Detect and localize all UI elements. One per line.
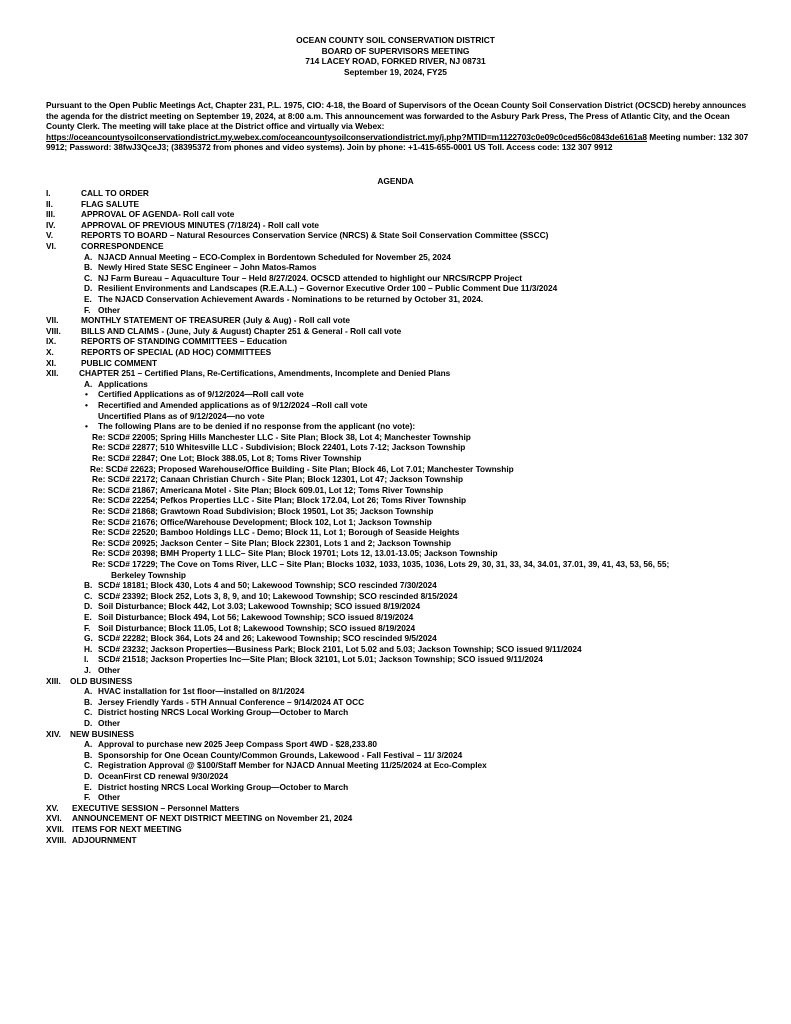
agenda-item-number: XV. bbox=[46, 802, 59, 813]
bullet-icon: • bbox=[85, 400, 88, 410]
sub-item-text: The NJACD Conservation Achievement Awards - Nominations to be returned by October 31, 2024. bbox=[98, 294, 484, 304]
sub-item-text: NJ Farm Bureau – Aquaculture Tour – Held 8/27/2024. OCSCD attended to highlight our NRCS/RCPP Project bbox=[98, 272, 522, 283]
denied-plan-entry: Re: SCD# 22847; One Lot; Block 388.05, Lot 8; Toms River Township bbox=[92, 453, 362, 463]
bullet-icon: • bbox=[85, 389, 88, 400]
agenda-item-title: REPORTS TO BOARD – Natural Resources Conservation Service (NRCS) & State Soil Conservation Committee (SSCC) bbox=[81, 230, 549, 241]
sub-item-letter: B. bbox=[84, 580, 93, 591]
denied-plan-entry: Re: SCD# 22172; Canaan Christian Church - Site Plan; Block 12301, Lot 47; Jackson Township bbox=[92, 474, 464, 485]
bullet-text: Recertified and Amended applications as of 9/12/2024 –Roll call vote bbox=[98, 400, 368, 410]
sub-item-text: NJACD Annual Meeting – ECO-Complex in Bordentown Scheduled for November 25, 2024 bbox=[98, 251, 451, 262]
sub-item-text: Other bbox=[98, 792, 121, 803]
agenda-item-title: PUBLIC COMMENT bbox=[81, 357, 158, 368]
sub-item-text: SCD# 22282; Block 364, Lots 24 and 26; Lakewood Township; SCO rescinded 9/5/2024 bbox=[98, 633, 437, 644]
sub-item-text: OceanFirst CD renewal 9/30/2024 bbox=[98, 771, 229, 781]
intro-paragraph bbox=[46, 100, 751, 153]
agenda-item-number: X. bbox=[46, 347, 54, 357]
sub-item-text: Soil Disturbance; Block 442, Lot 3.03; Lakewood Township; SCO issued 8/19/2024 bbox=[98, 601, 421, 612]
agenda-item-number: II. bbox=[46, 198, 53, 209]
agenda-item-title: CHAPTER 251 – Certified Plans, Re-Certifications, Amendments, Incomplete and Denied Plans bbox=[79, 368, 451, 379]
agenda-item-number: I. bbox=[46, 188, 51, 198]
webex-link[interactable]: https://oceancountysoilconservationdistrict.my.webex.com/oceancountysoilconservationdistrict.my/j.php?MTID=m1122703c0e09c0ced56c0843de6161a8 bbox=[46, 131, 647, 142]
sub-item-text: Jersey Friendly Yards - 5TH Annual Conference – 9/14/2024 AT OCC bbox=[98, 696, 365, 707]
sub-item-text: District hosting NRCS Local Working Group—October to March bbox=[98, 781, 349, 792]
agenda-item-number: XVI. bbox=[46, 813, 62, 824]
sub-item-letter: D. bbox=[84, 601, 93, 612]
bullet-icon: • bbox=[85, 421, 88, 432]
sub-item-letter: A. bbox=[84, 739, 93, 750]
agenda-item-title: REPORTS OF STANDING COMMITTEES – Education bbox=[81, 336, 287, 347]
agenda-item-number: IV. bbox=[46, 219, 56, 230]
sub-item-letter: D. bbox=[84, 283, 93, 294]
denied-plan-entry: Re: SCD# 21676; Office/Warehouse Development; Block 102, Lot 1; Jackson Township bbox=[92, 516, 432, 527]
agenda-item-title: ANNOUNCEMENT OF NEXT DISTRICT MEETING on November 21, 2024 bbox=[72, 813, 353, 824]
sub-item-text: Registration Approval @ $100/Staff Member for NJACD Annual Meeting 11/25/2024 at Eco-Complex bbox=[98, 760, 487, 771]
sub-item-letter: B. bbox=[84, 749, 93, 760]
denied-plan-entry: Re: SCD# 20398; BMH Property 1 LLC– Site Plan; Block 19701; Lots 12, 13.01-13.05; Jackson Township bbox=[92, 548, 498, 559]
agenda-item-title: OLD BUSINESS bbox=[70, 675, 133, 686]
header-line-date: September 19, 2024, FY25 bbox=[344, 66, 447, 77]
agenda-item-number: VIII. bbox=[46, 325, 61, 336]
agenda-item-number: XI. bbox=[46, 357, 57, 368]
sub-item-letter: B. bbox=[84, 696, 93, 707]
sub-item-text: Soil Disturbance; Block 11.05, Lot 8; Lakewood Township; SCO issued 8/19/2024 bbox=[98, 622, 416, 633]
agenda-item-number: XIII. bbox=[46, 675, 61, 686]
agenda-item-title: CALL TO ORDER bbox=[81, 188, 149, 198]
sub-item-text: Soil Disturbance; Block 494, Lot 56; Lakewood Township; SCO issued 8/19/2024 bbox=[98, 612, 414, 622]
agenda-item-number: XVIII. bbox=[46, 834, 67, 845]
denied-plan-entry: Re: SCD# 21867; Americana Motel - Site Plan; Block 609.01, Lot 12; Toms River Township bbox=[92, 484, 444, 495]
sub-item-text: Applications bbox=[98, 378, 148, 389]
sub-item-text: Resilient Environments and Landscapes (R.E.A.L.) – Governor Executive Order 100 – Public Comment Due 11/3/2024 bbox=[98, 283, 558, 294]
denied-plan-continuation: Berkeley Township bbox=[111, 569, 186, 580]
sub-item-text: Other bbox=[98, 304, 121, 315]
sub-item-text: District hosting NRCS Local Working Group—October to March bbox=[98, 707, 349, 718]
agenda-item-title: REPORTS OF SPECIAL (AD HOC) COMMITTEES bbox=[81, 347, 272, 357]
agenda-item-number: IX. bbox=[46, 336, 57, 347]
header-line-organization: OCEAN COUNTY SOIL CONSERVATION DISTRICT bbox=[296, 35, 495, 45]
sub-item-letter: G. bbox=[84, 633, 93, 644]
agenda-item-title: APPROVAL OF AGENDA- Roll call vote bbox=[81, 209, 235, 220]
header-line-address: 714 LACEY ROAD, FORKED RIVER, NJ 08731 bbox=[305, 56, 486, 67]
bullet-text: Certified Applications as of 9/12/2024—Roll call vote bbox=[98, 389, 304, 400]
sub-item-letter: D. bbox=[84, 718, 93, 728]
agenda-item-title: BILLS AND CLAIMS - (June, July & August) Chapter 251 & General - Roll call vote bbox=[81, 325, 402, 336]
sub-item-letter: D. bbox=[84, 771, 93, 781]
agenda-item-title: FLAG SALUTE bbox=[81, 198, 140, 209]
sub-item-letter: J. bbox=[84, 665, 91, 675]
sub-item-letter: C. bbox=[84, 707, 93, 718]
intro-text: Pursuant to the Open Public Meetings Act, Chapter 231, P.L. 1975, CIO: 4-18, the Board of Supervisors of the Ocean County Soil Conservation District (OCSCD) hereby announces the agenda for the district meeting on September 19, 2024, at 8:00 a.m. This announcement was forwarded to the Asbury Park Press, The Press of Atlantic City, and the Ocean County Clerk. The meeting will take place at the District office and virtually via Webex: bbox=[46, 100, 747, 131]
sub-item-text: SCD# 23232; Jackson Properties—Business Park; Block 2101, Lot 5.02 and 5.03; Jackson Township; SCO issued 9/11/2024 bbox=[98, 643, 582, 654]
sub-item-letter: F. bbox=[84, 304, 91, 315]
denied-plan-entry: Re: SCD# 22520; Bamboo Holdings LLC - Demo; Block 11, Lot 1; Borough of Seaside Heights bbox=[92, 527, 460, 538]
denied-plan-entry: Re: SCD# 21868; Grawtown Road Subdivision; Block 19501, Lot 35; Jackson Township bbox=[92, 506, 434, 516]
intro-meeting-details: Meeting number: 132 307 9912; Password: 38fwJ3QceJ3; (38395372 from phones and video systems). Join by phone: +1-415-655-0001 US Toll. Access code: 132 307 9912 bbox=[46, 131, 749, 152]
agenda-item-number: VII. bbox=[46, 315, 59, 326]
agenda-item-number: XIV. bbox=[46, 728, 61, 739]
denied-plan-entry: Re: SCD# 22877; 510 Whitesville LLC - Subdivision; Block 22401, Lots 7-12; Jackson Township bbox=[92, 442, 466, 453]
sub-item-letter: F. bbox=[84, 792, 91, 803]
sub-item-text: Other bbox=[98, 718, 121, 728]
agenda-item-number: III. bbox=[46, 209, 56, 220]
agenda-item-title: CORRESPONDENCE bbox=[81, 241, 164, 251]
sub-item-letter: C. bbox=[84, 590, 93, 601]
sub-item-text: Other bbox=[98, 665, 121, 675]
agenda-item-number: XVII. bbox=[46, 824, 64, 834]
denied-plan-entry: Re: SCD# 22623; Proposed Warehouse/Office Building - Site Plan; Block 46, Lot 7.01; Manchester Township bbox=[90, 463, 514, 474]
sub-item-text: Newly Hired State SESC Engineer – John Matos-Ramos bbox=[98, 262, 317, 273]
sub-item-letter: I. bbox=[84, 654, 89, 665]
denied-plan-entry: Re: SCD# 22254; Pefkos Properties LLC - Site Plan; Block 172.04, Lot 26; Toms River Township bbox=[92, 495, 467, 506]
sub-item-letter: A. bbox=[84, 378, 93, 389]
sub-item-letter: E. bbox=[84, 781, 92, 792]
denied-plan-entry: Re: SCD# 17229; The Cove on Toms River, LLC – Site Plan; Blocks 1032, 1033, 1035, 1036, Lots 29, 30, 31, 33, 34, 34.01, 37.01, 39, 41, 43, 53, 56, 55; bbox=[92, 559, 670, 569]
sub-item-letter: E. bbox=[84, 612, 92, 622]
denied-plan-entry: Re: SCD# 20925; Jackson Center – Site Plan; Block 22301, Lots 1 and 2; Jackson Township bbox=[92, 537, 452, 548]
sub-item-letter: H. bbox=[84, 643, 93, 654]
agenda-item-number: VI. bbox=[46, 241, 57, 251]
agenda-item-title: APPROVAL OF PREVIOUS MINUTES (7/18/24) - Roll call vote bbox=[81, 219, 320, 230]
sub-item-text: SCD# 18181; Block 430, Lots 4 and 50; Lakewood Township; SCO rescinded 7/30/2024 bbox=[98, 580, 437, 591]
sub-item-text: HVAC installation for 1st floor—installed on 8/1/2024 bbox=[98, 686, 305, 697]
sub-item-letter: A. bbox=[84, 251, 93, 262]
agenda-item-title: NEW BUSINESS bbox=[70, 728, 135, 739]
agenda-item-number: V. bbox=[46, 230, 54, 241]
sub-item-letter: F. bbox=[84, 622, 91, 633]
sub-item-letter: A. bbox=[84, 686, 93, 697]
sub-item-text: SCD# 21518; Jackson Properties Inc—Site Plan; Block 32101, Lot 5.01; Jackson Township; SCO issued 9/11/2024 bbox=[98, 654, 543, 665]
document-header bbox=[0, 35, 791, 77]
agenda-item-title: MONTHLY STATEMENT OF TREASURER (July & Aug) - Roll call vote bbox=[81, 315, 351, 326]
header-line-meeting: BOARD OF SUPERVISORS MEETING bbox=[321, 45, 470, 56]
agenda-item-title: ITEMS FOR NEXT MEETING bbox=[72, 824, 182, 834]
sub-item-letter: E. bbox=[84, 294, 92, 304]
sub-item-letter: C. bbox=[84, 760, 93, 771]
bullet-text: The following Plans are to be denied if no response from the applicant (no vote): bbox=[98, 421, 416, 432]
agenda-item-title: ADJOURNMENT bbox=[72, 834, 137, 845]
agenda-item-title: EXECUTIVE SESSION – Personnel Matters bbox=[72, 802, 240, 813]
sub-item-text: SCD# 23392; Block 252, Lots 3, 8, 9, and 10; Lakewood Township; SCO rescinded 8/15/2024 bbox=[98, 590, 458, 601]
sub-item-text: Sponsorship for One Ocean County/Common Grounds, Lakewood - Fall Festival – 11/ 3/2024 bbox=[98, 749, 463, 760]
sub-item-letter: C. bbox=[84, 272, 93, 283]
agenda-title: AGENDA bbox=[377, 176, 414, 186]
sub-item-letter: B. bbox=[84, 262, 93, 273]
agenda-item-number: XII. bbox=[46, 368, 59, 379]
denied-plan-entry: Re: SCD# 22005; Spring Hills Manchester LLC - Site Plan; Block 38, Lot 4; Manchester Township bbox=[92, 431, 471, 442]
bullet-text: Uncertified Plans as of 9/12/2024—no vote bbox=[98, 410, 265, 421]
sub-item-text: Approval to purchase new 2025 Jeep Compass Sport 4WD - $28,233.80 bbox=[98, 739, 377, 750]
